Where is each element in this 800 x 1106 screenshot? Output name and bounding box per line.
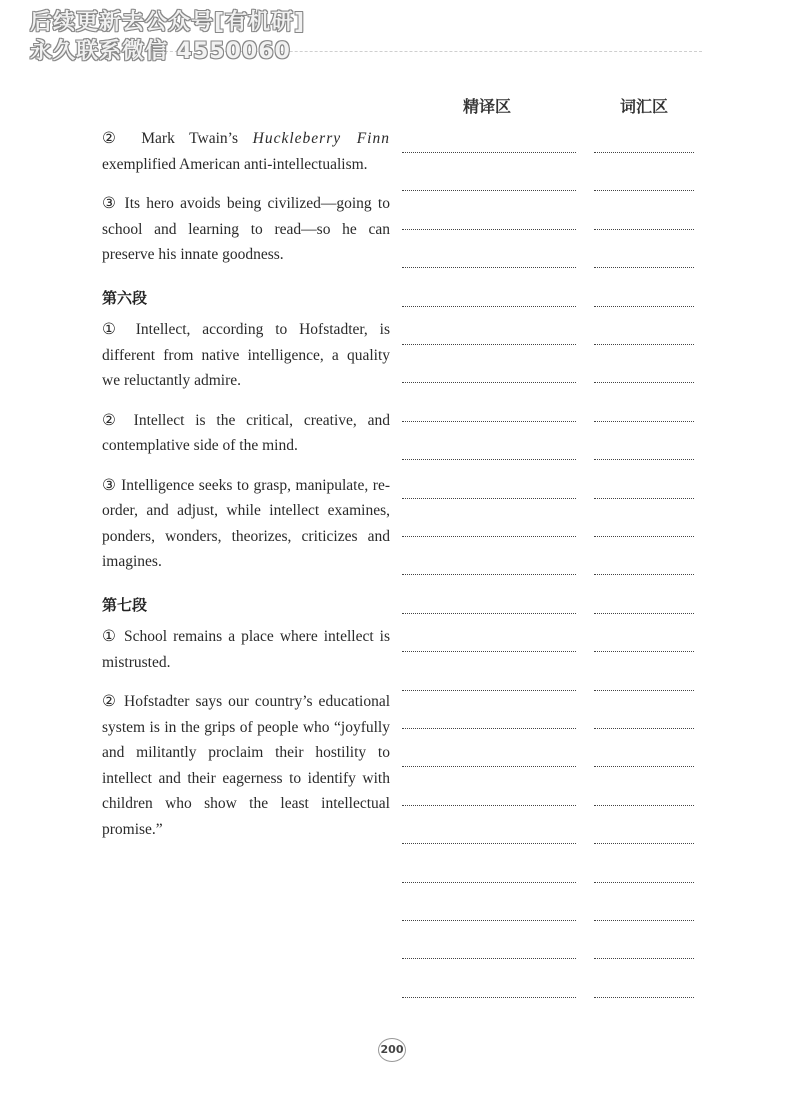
sentence-7-2: ② Hofstadter says our country’s educational system is in the grips of people who “joyfully and militantly proclaim their hostility to intellect and their eagerness to identify with children who show the least intellectual promise.” [102, 693, 390, 838]
translation-line [402, 882, 576, 883]
translation-line [402, 766, 576, 767]
translation-line [402, 997, 576, 998]
vocab-line [594, 920, 694, 921]
vocab-line [594, 229, 694, 230]
vocab-line [594, 651, 694, 652]
translation-line [402, 690, 576, 691]
translation-line [402, 920, 576, 921]
vocab-line [594, 498, 694, 499]
vocab-line [594, 728, 694, 729]
vocab-line [594, 843, 694, 844]
translation-line [402, 536, 576, 537]
section-heading-6: 第六段 [102, 288, 148, 307]
section-heading-7: 第七段 [102, 595, 148, 614]
book-title: Huckleberry Finn [252, 130, 390, 147]
translation-line [402, 152, 576, 153]
translation-line [402, 421, 576, 422]
vocab-line [594, 459, 694, 460]
sentence-6-3: ③ Intelligence seeks to grasp, manipulate, re-order, and adjust, while intellect examines, ponders, wonders, theorizes, criticizes and imagines. [102, 476, 390, 570]
translation-line [402, 267, 576, 268]
vocab-line [594, 190, 694, 191]
vocab-line [594, 690, 694, 691]
sentence-5-3: ③ Its hero avoids being civilized—going to school and learning to read—so he can preserve his innate goodness. [102, 195, 390, 263]
vocab-line [594, 306, 694, 307]
source-text-column [102, 126, 390, 856]
vocab-line [594, 997, 694, 998]
sentence-6-1: ① Intellect, according to Hofstadter, is different from native intelligence, a quality we reluctantly admire. [102, 321, 390, 389]
vocab-line [594, 766, 694, 767]
translation-line [402, 382, 576, 383]
watermark [30, 8, 305, 66]
translation-line [402, 190, 576, 191]
translation-line [402, 306, 576, 307]
vocab-line [594, 536, 694, 537]
page-number: 200 [378, 1038, 406, 1062]
translation-line [402, 651, 576, 652]
vocab-line [594, 152, 694, 153]
translation-line [402, 344, 576, 345]
vocab-line [594, 267, 694, 268]
translation-line [402, 843, 576, 844]
watermark-line-1: 后续更新去公众号[有机研] [30, 10, 306, 35]
translation-line [402, 728, 576, 729]
translation-line [402, 613, 576, 614]
vocab-line [594, 421, 694, 422]
vocab-line [594, 958, 694, 959]
translation-line [402, 958, 576, 959]
vocab-line [594, 882, 694, 883]
translation-line [402, 805, 576, 806]
vocab-line [594, 805, 694, 806]
translation-column-header: 精译区 [463, 97, 512, 116]
sentence-5-2: ② Mark Twain’s Huckleberry Finn exemplified American anti-intellectualism. [102, 130, 390, 173]
vocab-line [594, 344, 694, 345]
translation-line [402, 498, 576, 499]
vocabulary-column-header: 词汇区 [620, 97, 669, 116]
vocab-line [594, 613, 694, 614]
watermark-line-2: 永久联系微信 4550060 [30, 39, 291, 64]
vocab-line [594, 574, 694, 575]
translation-line [402, 574, 576, 575]
sentence-6-2: ② Intellect is the critical, creative, and contemplative side of the mind. [102, 411, 390, 454]
translation-line [402, 459, 576, 460]
translation-line [402, 229, 576, 230]
sentence-7-1: ① School remains a place where intellect is mistrusted. [102, 628, 390, 671]
vocab-line [594, 382, 694, 383]
